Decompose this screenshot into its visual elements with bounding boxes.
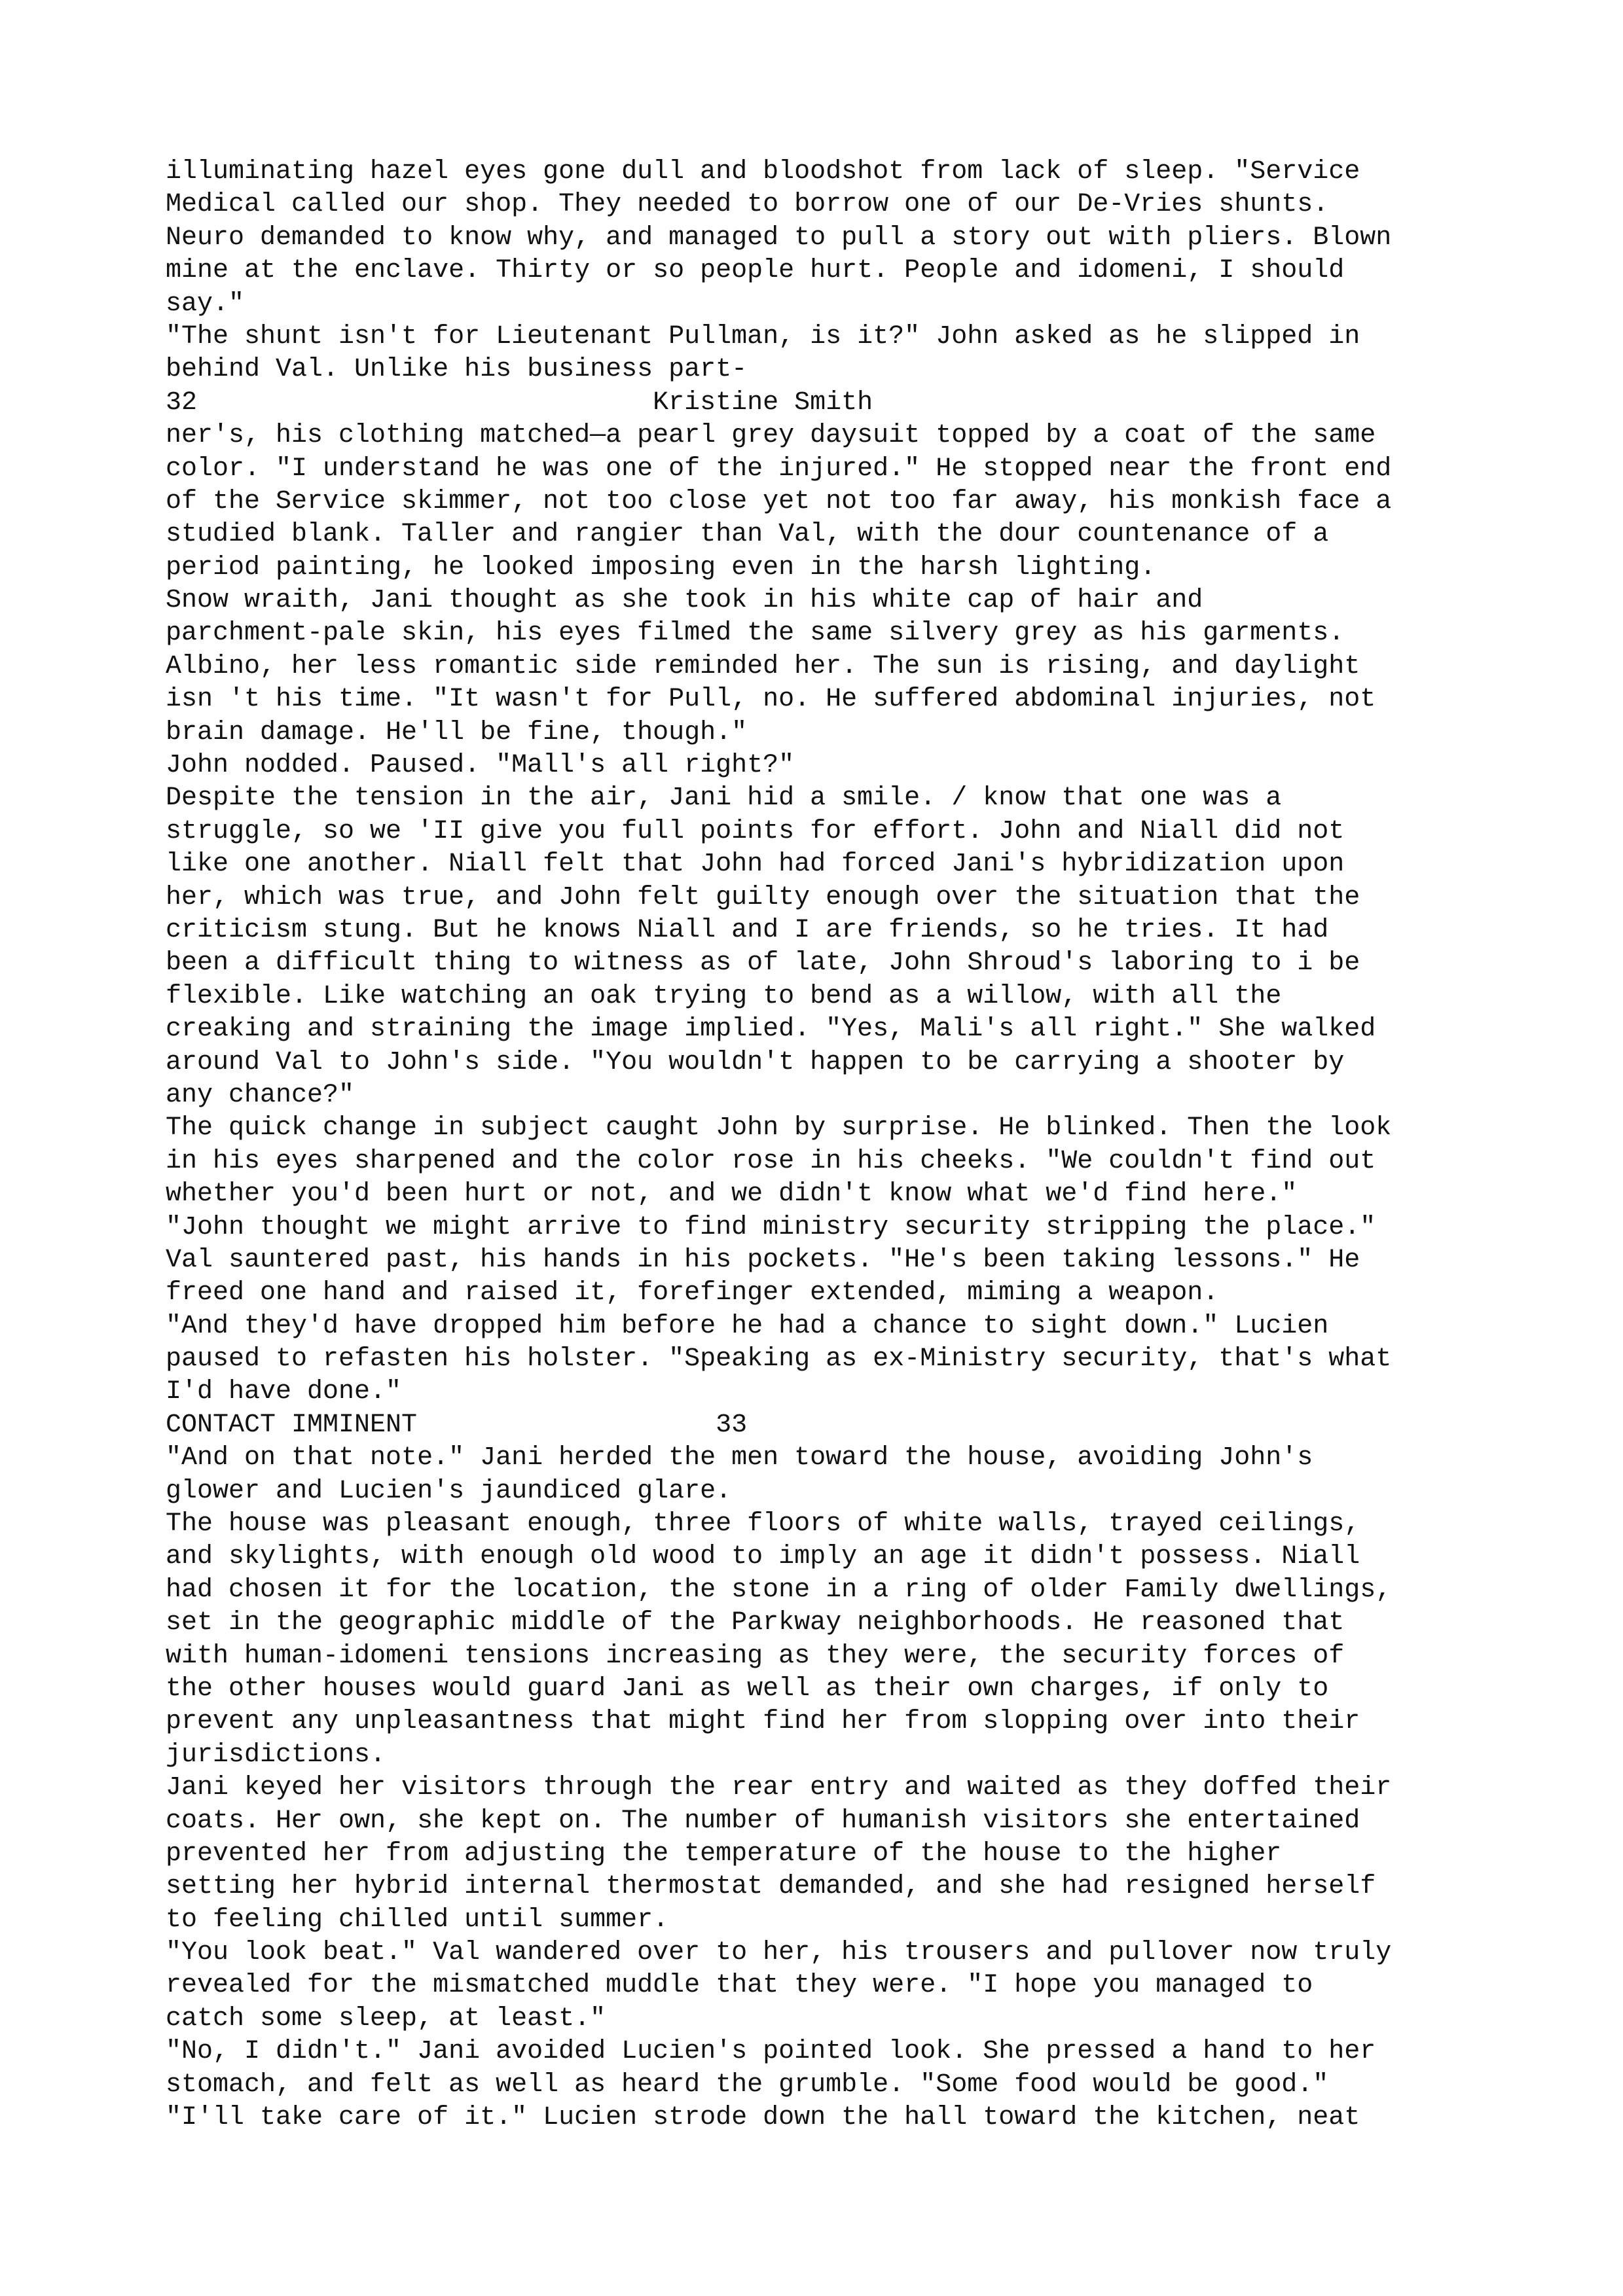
text-line: glower and Lucien's jaundiced glare. <box>166 1476 732 1506</box>
text-line: with human-idomeni tensions increasing as they were, the security forces of <box>166 1641 1345 1671</box>
text-line: flexible. Like watching an oak trying to bend as a willow, with all the <box>166 981 1282 1011</box>
text-line: isn 't his time. "It wasn't for Pull, no. He suffered abdominal injuries, not <box>166 685 1376 715</box>
text-line: John nodded. Paused. "Mall's all right?" <box>166 751 795 781</box>
text-line: catch some sleep, at least." <box>166 2003 606 2034</box>
text-line: "No, I didn't." Jani avoided Lucien's pointed look. She pressed a hand to her <box>166 2037 1376 2067</box>
text-line: prevented her from adjusting the temperature of the house to the higher <box>166 1839 1282 1869</box>
text-line: CONTACT IMMINENT 33 <box>166 1410 748 1440</box>
text-line: stomach, and felt as well as heard the grumble. "Some food would be good." <box>166 2070 1329 2100</box>
text-line: the other houses would guard Jani as well as their own charges, if only to <box>166 1674 1329 1704</box>
text-line: 32 Kristine Smith <box>166 387 873 418</box>
text-line: Medical called our shop. They needed to borrow one of our De-Vries shunts. <box>166 190 1329 220</box>
text-line: paused to refasten his holster. "Speaking as ex-Ministry security, that's what <box>166 1344 1392 1374</box>
text-line: color. "I understand he was one of the injured." He stopped near the front end <box>166 454 1392 484</box>
text-line: say." <box>166 289 245 319</box>
text-line: Val sauntered past, his hands in his pockets. "He's been taking lessons." He <box>166 1245 1360 1275</box>
text-line: been a difficult thing to witness as of late, John Shroud's laboring to i be <box>166 948 1360 978</box>
text-line: "The shunt isn't for Lieutenant Pullman, is it?" John asked as he slipped in <box>166 321 1360 351</box>
text-line: The quick change in subject caught John by surprise. He blinked. Then the look <box>166 1113 1392 1143</box>
text-line: whether you'd been hurt or not, and we didn't know what we'd find here." <box>166 1179 1298 1210</box>
text-line: studied blank. Taller and rangier than Val, with the dour countenance of a <box>166 520 1329 550</box>
text-line: criticism stung. But he knows Niall and I are friends, so he tries. It had <box>166 915 1329 945</box>
text-line: setting her hybrid internal thermostat demanded, and she had resigned herself <box>166 1872 1376 1902</box>
text-line: in his eyes sharpened and the color rose in his cheeks. "We couldn't find out <box>166 1146 1376 1176</box>
text-line: Snow wraith, Jani thought as she took in his white cap of hair and <box>166 586 1203 616</box>
text-line: coats. Her own, she kept on. The number of humanish visitors she entertained <box>166 1806 1360 1836</box>
text-line: her, which was true, and John felt guilty enough over the situation that the <box>166 882 1360 912</box>
text-line: and skylights, with enough old wood to imply an age it didn't possess. Niall <box>166 1542 1360 1572</box>
text-line: had chosen it for the location, the stone in a ring of older Family dwellings, <box>166 1575 1392 1605</box>
text-line: Despite the tension in the air, Jani hid a smile. / know that one was a <box>166 783 1282 814</box>
text-line: to feeling chilled until summer. <box>166 1905 669 1935</box>
text-line: prevent any unpleasantness that might find her from slopping over into their <box>166 1707 1360 1737</box>
text-line: ner's, his clothing matched—a pearl grey daysuit topped by a coat of the same <box>166 421 1376 451</box>
text-line: "John thought we might arrive to find ministry security stripping the place." <box>166 1212 1376 1242</box>
text-line: illuminating hazel eyes gone dull and bloodshot from lack of sleep. "Service <box>166 157 1360 187</box>
text-line: brain damage. He'll be fine, though." <box>166 717 748 747</box>
text-line: "You look beat." Val wandered over to her, his trousers and pullover now truly <box>166 1938 1392 1968</box>
text-line: The house was pleasant enough, three floors of white walls, trayed ceilings, <box>166 1509 1360 1539</box>
text-line: revealed for the mismatched muddle that they were. "I hope you managed to <box>166 1971 1313 2001</box>
text-line: around Val to John's side. "You wouldn't happen to be carrying a shooter by <box>166 1047 1345 1077</box>
text-line: of the Service skimmer, not too close yet not too far away, his monkish face a <box>166 486 1392 516</box>
text-line: "And they'd have dropped him before he had a chance to sight down." Lucien <box>166 1311 1329 1341</box>
body-text <box>166 156 1475 2134</box>
text-line: any chance?" <box>166 1080 355 1110</box>
text-line: Jani keyed her visitors through the rear entry and waited as they doffed their <box>166 1773 1392 1803</box>
text-line: I'd have done." <box>166 1377 402 1407</box>
text-line: set in the geographic middle of the Parkway neighborhoods. He reasoned that <box>166 1608 1345 1638</box>
text-line: mine at the enclave. Thirty or so people hurt. People and idomeni, I should <box>166 256 1345 286</box>
text-line: "I'll take care of it." Lucien strode down the hall toward the kitchen, neat <box>166 2103 1360 2133</box>
text-line: Neuro demanded to know why, and managed to pull a story out with pliers. Blown <box>166 223 1392 253</box>
text-line: jurisdictions. <box>166 1740 386 1770</box>
text-line: "And on that note." Jani herded the men toward the house, avoiding John's <box>166 1443 1313 1473</box>
text-line: behind Val. Unlike his business part- <box>166 355 748 385</box>
text-line: freed one hand and raised it, forefinger extended, miming a weapon. <box>166 1278 1219 1308</box>
text-line: like one another. Niall felt that John had forced Jani's hybridization upon <box>166 850 1345 880</box>
text-line: creaking and straining the image implied. "Yes, Mali's all right." She walked <box>166 1014 1376 1045</box>
text-line: struggle, so we 'II give you full points for effort. John and Niall did not <box>166 816 1345 846</box>
text-line: period painting, he looked imposing even in the harsh lighting. <box>166 552 1156 583</box>
text-line: parchment-pale skin, his eyes filmed the same silvery grey as his garments. <box>166 619 1345 649</box>
text-line: Albino, her less romantic side reminded her. The sun is rising, and daylight <box>166 651 1360 681</box>
